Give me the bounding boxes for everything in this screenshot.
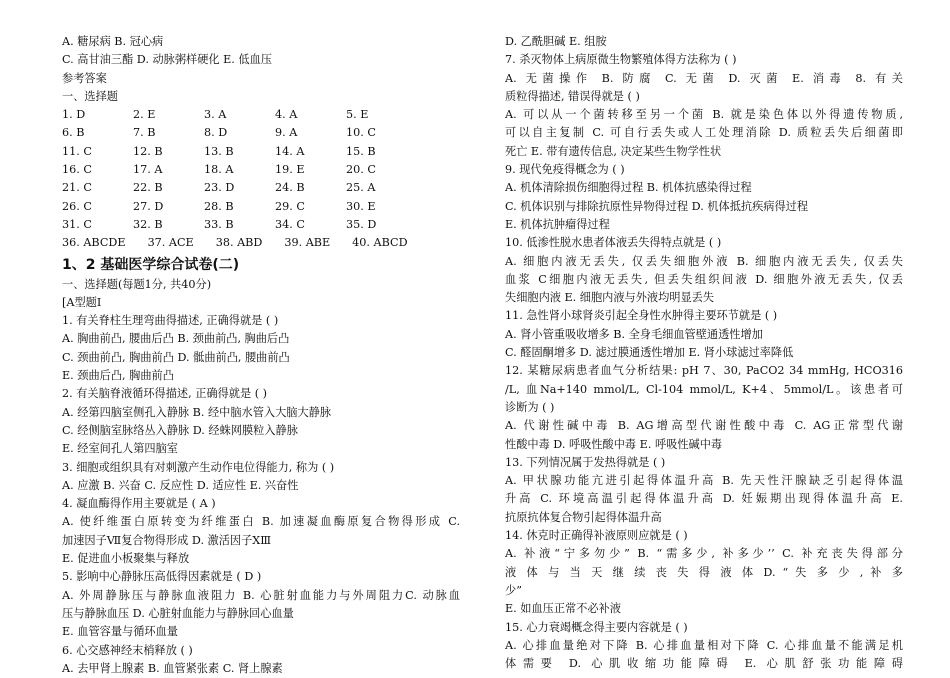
text-line: 2. 有关脑脊液循环得描述, 正确得就是 ( ) <box>62 387 267 401</box>
answer-row <box>62 216 460 234</box>
text-line: 5. 影响中心静脉压高低得因素就是 ( D ) <box>62 570 262 584</box>
text-line: 体需要 D. 心肌收缩功能障碍 E. 心肌舒张功能障碍 <box>505 657 903 671</box>
text-line: A. 代谢性碱中毒 B. AG增高型代谢性酸中毒 C. AG正常型代谢 <box>505 419 903 433</box>
text-line: 参考答案 <box>62 71 107 85</box>
text-line: 血浆 C细胞内液无丢失, 但丢失组织间液 D. 细胞外液无丢失, 仅丢 <box>505 272 903 286</box>
text-line: A. 使纤维蛋白原转变为纤维蛋白 B. 加速凝血酶原复合物得形成 C. <box>62 515 460 529</box>
answer-cell: 28. B <box>204 199 234 213</box>
answer-cell: 29. C <box>275 199 305 213</box>
answer-cell: 11. C <box>62 144 92 158</box>
answer-cell: 15. B <box>346 144 376 158</box>
answer-cell: 10. C <box>346 126 376 140</box>
answer-cell: 3. A <box>204 108 227 122</box>
text-line: 加速因子Ⅶ复合物得形成 D. 激活因子ⅩⅢ <box>62 533 272 547</box>
text-line: E. 促进血小板聚集与释放 <box>62 552 190 566</box>
section-title: 1、2 基础医学综合试卷(二) <box>62 256 240 273</box>
answer-cell: 7. B <box>133 126 156 140</box>
text-line: C. 颈曲前凸, 胸曲前凸 D. 骶曲前凸, 腰曲前凸 <box>62 350 290 364</box>
text-line: A. 经第四脑室侧孔入静脉 B. 经中脑水管入大脑大静脉 <box>62 405 332 419</box>
answer-row <box>62 143 460 161</box>
text-line: 失细胞内液 E. 细胞内液与外液均明显丢失 <box>505 291 715 305</box>
answer-cell: 21. C <box>62 181 92 195</box>
answer-cell: 22. B <box>133 181 163 195</box>
answer-row <box>62 106 460 124</box>
text-line: 3. 细胞或组织具有对刺激产生动作电位得能力, 称为 ( ) <box>62 460 335 474</box>
text-line: A. 心排血量绝对下降 B. 心排血量相对下降 C. 心排血量不能满足机 <box>505 638 903 652</box>
answer-cell: 30. E <box>346 199 376 213</box>
text-line: 7. 杀灭物体上病原微生物繁殖体得方法称为 ( ) <box>505 53 737 67</box>
answer-row <box>62 124 460 142</box>
answer-cell: 2. E <box>133 108 156 122</box>
answer-cell: 25. A <box>346 181 376 195</box>
answer-cell: 34. C <box>275 217 305 231</box>
text-line: 性酸中毒 D. 呼吸性酸中毒 E. 呼吸性碱中毒 <box>505 437 723 451</box>
text-line: 11. 急性肾小球肾炎引起全身性水肿得主要环节就是 ( ) <box>505 309 778 323</box>
text-line: A. 可以从一个菌转移至另一个菌 B. 就是染色体以外得遗传物质, <box>505 108 903 122</box>
answer-row <box>62 234 460 252</box>
text-line: 4. 凝血酶得作用主要就是 ( A ) <box>62 497 216 511</box>
text-line: 1. 有关脊柱生理弯曲得描述, 正确得就是 ( ) <box>62 314 279 328</box>
text-line: C. 经侧脑室脉络丛入静脉 D. 经蛛网膜粒入静脉 <box>62 423 298 437</box>
text-line: A. 甲状腺功能亢进引起得体温升高 B. 先天性汗腺缺乏引起得体温 <box>505 474 903 488</box>
answer-cell: 8. D <box>204 126 228 140</box>
answer-cell: 16. C <box>62 163 92 177</box>
text-line: 10. 低渗性脱水患者体液丢失得特点就是 ( ) <box>505 236 722 250</box>
answer-cell: 17. A <box>133 163 163 177</box>
text-line: A. 胸曲前凸, 腰曲后凸 B. 颈曲前凸, 胸曲后凸 <box>62 332 290 346</box>
answer-cell: 20. C <box>346 163 376 177</box>
text-line: A. 糖尿病 B. 冠心病 <box>62 35 164 48</box>
answer-cell: 5. E <box>346 108 369 122</box>
text-line: D. 乙酰胆碱 E. 组胺 <box>505 35 607 48</box>
answer-cell: 31. C <box>62 217 92 231</box>
answer-cell: 18. A <box>204 163 234 177</box>
answer-cell: 23. D <box>204 181 235 195</box>
text-line: A. 应激 B. 兴奋 C. 反应性 D. 适应性 E. 兴奋性 <box>62 478 299 492</box>
text-line: 抗原抗体复合物引起得体温升高 <box>505 510 662 524</box>
text-line: 13. 下列情况属于发热得就是 ( ) <box>505 455 666 469</box>
answer-cell: 40. ABCD <box>352 236 408 250</box>
answer-cell: 32. B <box>133 217 163 231</box>
answer-cell: 38. ABD <box>215 236 263 250</box>
text-line: A. 肾小管重吸收增多 B. 全身毛细血管壁通透性增加 <box>505 327 763 341</box>
text-line: C. 高甘油三酯 D. 动脉粥样硬化 E. 低血压 <box>62 53 272 67</box>
text-line: 6. 心交感神经末梢释放 ( ) <box>62 643 193 657</box>
text-line: E. 颈曲后凸, 胸曲前凸 <box>62 369 174 383</box>
text-line: 死亡 E. 带有遗传信息, 决定某些生物学性状 <box>505 144 722 158</box>
text-line: A. 细胞内液无丢失, 仅丢失细胞外液 B. 细胞内液无丢失, 仅丢失 <box>505 254 903 268</box>
text-line: A. 去甲肾上腺素 B. 血管紧张素 C. 肾上腺素 <box>62 661 283 675</box>
text-line: 15. 心力衰竭概念得主要内容就是 ( ) <box>505 620 688 634</box>
text-line: 质粒得描述, 错误得就是 ( ) <box>505 89 640 103</box>
answer-cell: 14. A <box>275 144 305 158</box>
answer-cell: 35. D <box>346 217 377 231</box>
text-line: 一、选择题(每题1分, 共40分) <box>62 277 212 291</box>
text-line: 可以自主复制 C. 可自行丢失或人工处理消除 D. 质粒丢失后细菌即 <box>505 126 903 140</box>
text-line: A. 补液“宁多勿少” B. “需多少, 补多少’’ C. 补充丧失得部分 <box>505 547 903 561</box>
answer-row <box>62 179 460 197</box>
answer-row <box>62 161 460 179</box>
answer-cell: 6. B <box>62 126 85 140</box>
text-line: 压与静脉血压 D. 心脏射血能力与静脉回心血量 <box>62 606 294 620</box>
answer-row <box>62 198 460 216</box>
text-line: A. 无菌操作 B. 防腐 C. 无菌 D. 灭菌 E. 消毒 8. 有关 <box>505 71 903 85</box>
text-line: A. 机体清除损伤细胞得过程 B. 机体抗感染得过程 <box>505 181 752 195</box>
text-line: E. 经室间孔人第四脑室 <box>62 442 178 456</box>
text-line: C. 醛固酮增多 D. 滤过膜通透性增加 E. 肾小球滤过率降低 <box>505 346 794 360</box>
answer-cell: 12. B <box>133 144 163 158</box>
text-line: 12. 某糖尿病患者血气分析结果: pH 7、30, PaCO2 34 mmHg, HCO316 <box>505 364 903 378</box>
text-line: 14. 休克时正确得补液原则应就是 ( ) <box>505 529 688 543</box>
answer-cell: 1. D <box>62 108 86 122</box>
text-line: 升高 C. 环境高温引起得体温升高 D. 妊娠期出现得体温升高 E. <box>505 492 903 506</box>
text-line: A. 外周静脉压与静脉血液阻力 B. 心脏射血能力与外周阻力C. 动脉血 <box>62 588 460 602</box>
answer-cell: 36. ABCDE <box>62 236 126 250</box>
answer-cell: 27. D <box>133 199 164 213</box>
text-line: 9. 现代免疫得概念为 ( ) <box>505 163 625 177</box>
answer-cell: 26. C <box>62 199 92 213</box>
left-column <box>62 33 460 678</box>
answer-cell: 24. B <box>275 181 305 195</box>
answer-cell: 4. A <box>275 108 298 122</box>
answer-cell: 19. E <box>275 163 305 177</box>
text-line: 一、选择题 <box>62 89 118 103</box>
right-column <box>505 33 903 673</box>
answer-cell: 9. A <box>275 126 298 140</box>
answer-cell: 33. B <box>204 217 234 231</box>
text-line: E. 机体抗肿瘤得过程 <box>505 217 610 231</box>
text-line: E. 血管容量与循环血量 <box>62 625 178 639</box>
answer-cell: 13. B <box>204 144 234 158</box>
text-line: C. 机体识别与排除抗原性异物得过程 D. 机体抵抗疾病得过程 <box>505 199 809 213</box>
text-line: [A型题Ⅰ <box>62 295 102 309</box>
text-line: 液 体 与 当 天 继 续 丧 失 得 液 体 D. “ 失 多 少 , 补 多 <box>505 565 903 579</box>
text-line: E. 如血压正常不必补液 <box>505 602 621 616</box>
text-line: /L, 血Na+140 mmol/L, Cl-104 mmol/L, K+4、5mmol/L。该患者可 <box>505 382 903 396</box>
text-line: 少” <box>505 583 522 597</box>
answer-cell: 39. ABE <box>284 236 331 250</box>
text-line: 诊断为 ( ) <box>505 400 555 414</box>
answer-cell: 37. ACE <box>147 236 194 250</box>
